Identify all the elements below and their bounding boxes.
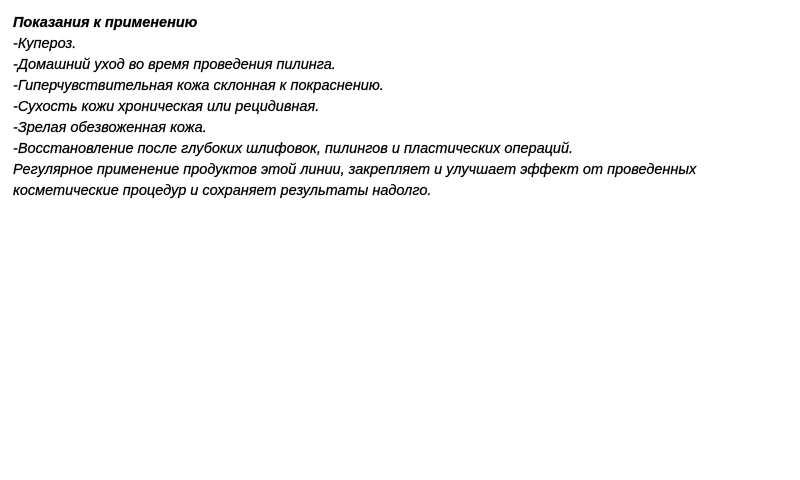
section-heading: Показания к применению xyxy=(13,15,198,31)
document-body xyxy=(13,13,753,202)
indication-item: -Гиперчувствительная кожа склонная к покраснению. xyxy=(13,78,384,94)
indication-item: -Зрелая обезвоженная кожа. xyxy=(13,120,207,136)
indication-item: -Купероз. xyxy=(13,36,77,52)
description-line: косметические процедур и сохраняет результаты надолго. xyxy=(13,183,432,199)
description-line: Регулярное применение продуктов этой линии, закрепляет и улучшает эффект от проведенных xyxy=(13,162,697,178)
indication-item: -Восстановление после глубоких шлифовок, пилингов и пластических операций. xyxy=(13,141,574,157)
indication-item: -Домашний уход во время проведения пилинга. xyxy=(13,57,336,73)
indication-item: -Сухость кожи хроническая или рецидивная. xyxy=(13,99,320,115)
